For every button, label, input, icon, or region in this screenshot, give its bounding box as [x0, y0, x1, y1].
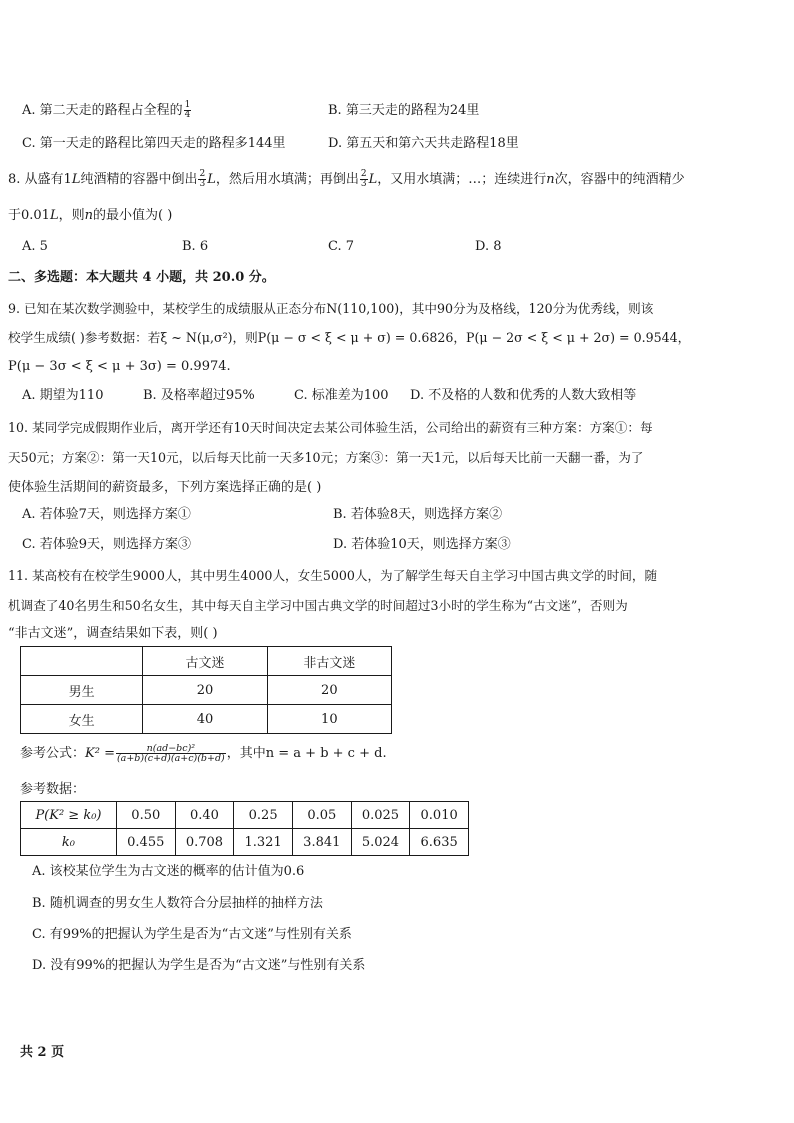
- q7-option-a: A. 第二天走的路程占全程的 $\frac{1}{4}$: [22, 100, 191, 120]
- survey-table-header-row: [21, 647, 392, 676]
- q11-option-c: C. 有99%的把握认为学生是否为“古文迷”与性别有关系: [32, 927, 352, 942]
- critical-value-cell: 0.010: [410, 802, 469, 829]
- critical-value-cell: 5.024: [351, 829, 410, 856]
- q11-stem-line1: 11. 某高校有在校学生9000人，其中男生4000人，女生5000人，为了解学生每天自主学习中国古典文学的时间，随: [8, 568, 658, 583]
- q10-option-d: D. 若体验10天，则选择方案③: [333, 537, 511, 552]
- formula-fraction: $\frac{\text{n(ad−bc)²}}{(a+b)(c+d)(a+c)(b+d)}$: [116, 743, 225, 764]
- critical-value-cell: 0.05: [292, 802, 351, 829]
- critical-value-cell: 0.025: [351, 802, 410, 829]
- q8-option-c: C. 7: [328, 239, 355, 254]
- page-count-footer: 共 2 页: [20, 1045, 65, 1060]
- survey-table-cell: 古文迷: [143, 647, 267, 676]
- critical-value-cell: 0.708: [175, 829, 234, 856]
- critical-value-row-label: k₀: [21, 829, 117, 856]
- q9-option-b: B. 及格率超过95%: [143, 388, 255, 403]
- q10-option-b: B. 若体验8天，则选择方案②: [333, 507, 503, 522]
- q11-option-b: B. 随机调查的男女生人数符合分层抽样的抽样方法: [32, 896, 323, 911]
- q11-stem-line2: 机调查了40名男生和50名女生，其中每天自主学习中国古典文学的时间超过3小时的学生称为“古文迷”，否则为: [8, 598, 628, 613]
- q10-stem-line2: 天50元；方案②：第一天10元，以后每天比前一天多10元；方案③：第一天1元，以后每天比前一天翻一番，为了: [8, 450, 644, 465]
- survey-table-row: [21, 705, 392, 734]
- q11-option-a: A. 该校某位学生为古文迷的概率的估计值为0.6: [32, 864, 305, 879]
- q8-fraction-1: $\frac{2}{3}$: [199, 169, 206, 189]
- survey-table-cell: 男生: [21, 676, 143, 705]
- q11-option-d: D. 没有99%的把握认为学生是否为“古文迷”与性别有关系: [32, 958, 366, 973]
- critical-value-table: [20, 801, 469, 856]
- survey-table-cell: 女生: [21, 705, 143, 734]
- q7-option-a-fraction: $\frac{1}{4}$: [184, 100, 191, 120]
- critical-value-row-probability: [21, 802, 469, 829]
- critical-value-cell: 0.50: [116, 802, 175, 829]
- q9-option-d: D. 不及格的人数和优秀的人数大致相等: [410, 388, 637, 403]
- q9-option-a: A. 期望为110: [22, 388, 104, 403]
- section-heading-multi-choice: 二、多选题：本大题共 4 小题，共 20.0 分。: [8, 270, 275, 285]
- reference-data-label: 参考数据：: [20, 782, 86, 797]
- q8-option-d: D. 8: [475, 239, 502, 254]
- critical-value-cell: 3.841: [292, 829, 351, 856]
- critical-value-cell: 0.40: [175, 802, 234, 829]
- critical-value-cell: 0.455: [116, 829, 175, 856]
- q9-stem-line1: 9. 已知在某次数学测验中，某校学生的成绩服从正态分布N(110,100)，其中90分为及格线，120分为优秀线，则该: [8, 301, 654, 316]
- survey-table-cell: 20: [143, 676, 267, 705]
- q8-fraction-2: $\frac{2}{3}$: [360, 169, 367, 189]
- survey-table-cell: 20: [267, 676, 391, 705]
- q10-stem-line3: 使体验生活期间的薪资最多，下列方案选择正确的是( ): [8, 480, 322, 495]
- q11-stem-line3: “非古文迷”，调查结果如下表，则( ): [8, 626, 218, 641]
- survey-table-cell: 非古文迷: [267, 647, 391, 676]
- critical-value-cell: 0.25: [234, 802, 293, 829]
- critical-value-cell: 1.321: [234, 829, 293, 856]
- survey-table-cell: 10: [267, 705, 391, 734]
- q7-option-b: B. 第三天走的路程为24里: [328, 103, 480, 118]
- q7-option-d: D. 第五天和第六天共走路程18里: [328, 136, 519, 151]
- survey-table-row: [21, 676, 392, 705]
- q8-stem-line2: 于0.01L，则n的最小值为( ): [8, 208, 173, 223]
- q8-option-b: B. 6: [182, 239, 209, 254]
- critical-value-cell: 6.635: [410, 829, 469, 856]
- q9-stem-line3: P(μ − 3σ < ξ < μ + 3σ) = 0.9974.: [8, 359, 231, 374]
- q9-option-c: C. 标准差为100: [294, 388, 389, 403]
- q8-option-a: A. 5: [22, 239, 48, 254]
- survey-table-cell: 40: [143, 705, 267, 734]
- q7-option-c: C. 第一天走的路程比第四天走的路程多144里: [22, 136, 286, 151]
- q10-stem-line1: 10. 某同学完成假期作业后，离开学还有10天时间决定去某公司体验生活，公司给出的薪资有三种方案：方案①：每: [8, 420, 653, 435]
- critical-value-row-label: P(K² ≥ k₀): [21, 802, 117, 829]
- q10-option-c: C. 若体验9天，则选择方案③: [22, 537, 192, 552]
- reference-formula: 参考公式：K² = $\frac{\text{n(ad−bc)²}}{(a+b)(c+d)(a+c)(b+d)}$ ，其中n = a + b + c + d.: [20, 743, 387, 764]
- survey-table-cell: [21, 647, 143, 676]
- critical-value-row-k0: [21, 829, 469, 856]
- survey-table: [20, 646, 392, 734]
- q10-option-a: A. 若体验7天，则选择方案①: [22, 507, 191, 522]
- q9-stem-line2: 校学生成绩( )参考数据：若ξ ~ N(μ,σ²)，则P(μ − σ < ξ < μ + σ) = 0.6826，P(μ − 2σ < ξ < μ + 2σ) = 0.9544，: [8, 330, 691, 345]
- q8-stem-line1: 8. 从盛有1L纯酒精的容器中倒出 $\frac{2}{3}$ L，然后用水填满；再倒出 $\frac{2}{3}$ L，又用水填满；…；连续进行n次，容器中的纯酒精少: [8, 169, 685, 189]
